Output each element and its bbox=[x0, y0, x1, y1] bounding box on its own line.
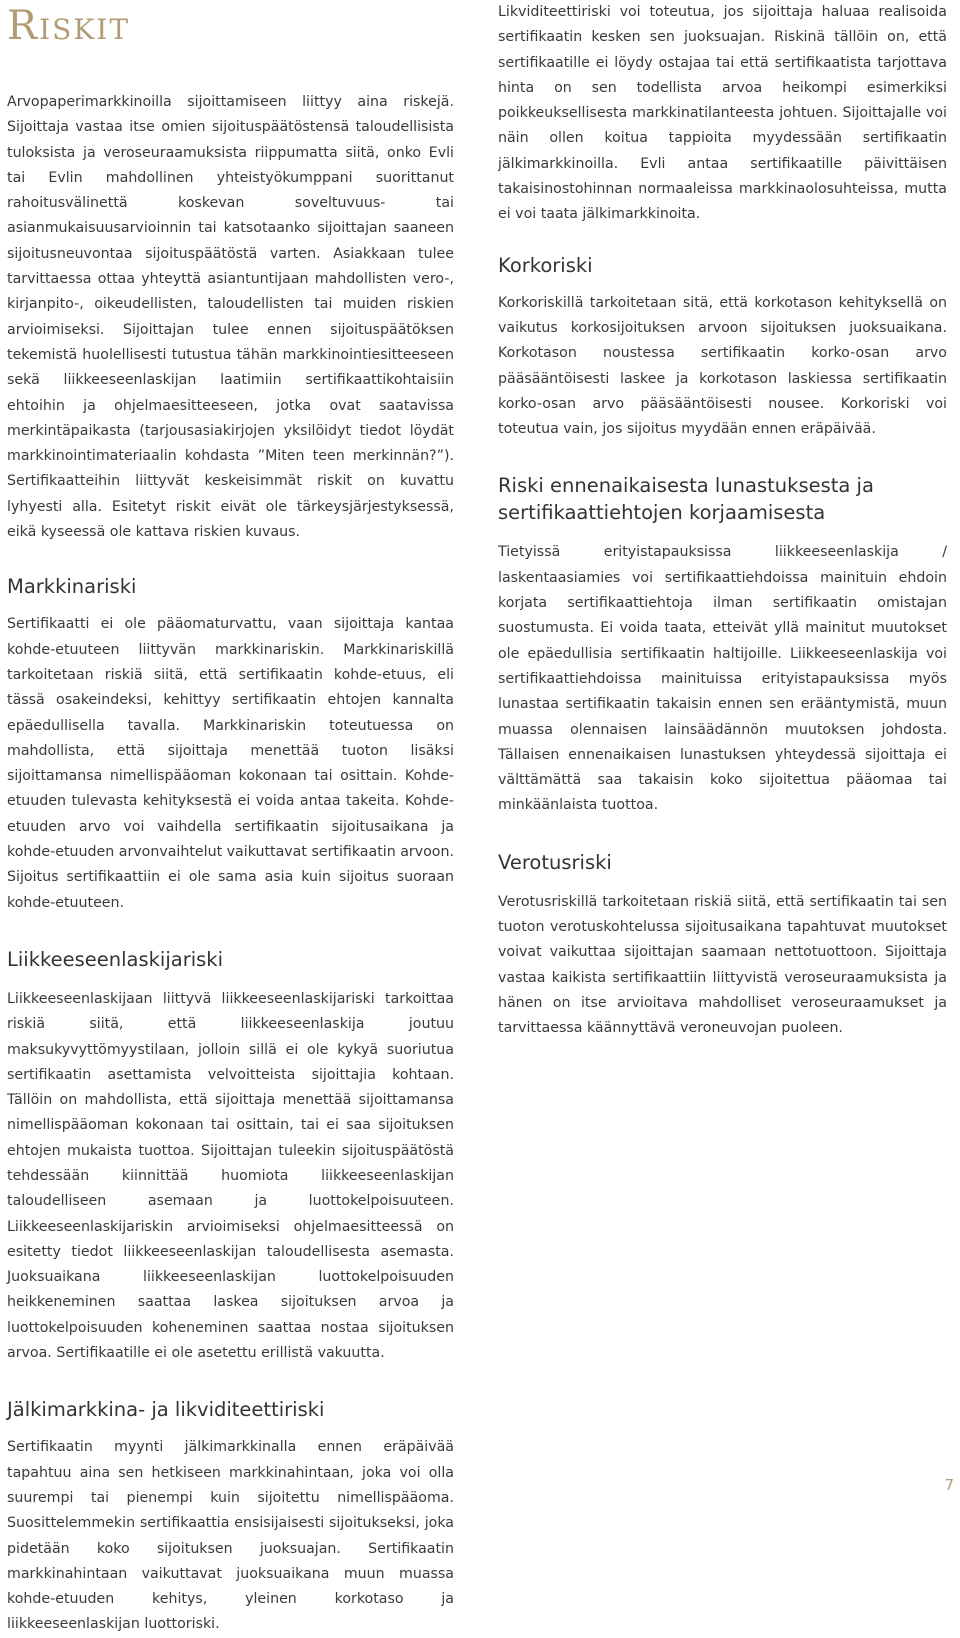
intro-paragraph: Arvopaperimarkkinoilla sijoittamiseen liittyy aina riskejä. Sijoittaja vastaa itse omien sijoituspäätöstensä taloudellisista tuloksista ja veroseuraamuksista riippumatta siitä, onko Evli tai Evlin mahdollinen yhteistyökumppani suorittanut rahoitusvälinettä koskevan soveltuvuus- tai asianmukaisuusarvioinnin tai katsotaanko sijoittajan saaneen sijoitusneuvontaa sijoituspäätöstä varten. Asiakkaan tulee tarvittaessa ottaa yhteyttä asiantuntijaan mahdollisten vero-, kirjanpito-, oikeudellisten, taloudellisten tai muiden riskien arvioimiseksi. Sijoittajan tulee ennen sijoituspäätöksen tekemistä huolellisesti tutustua tähän markkinointiesitteeseen sekä liikkeeseenlaskijan laatimiin sertifikaattikohtaisiin ehtoihin ja ohjelmaesitteeseen, jotka ovat saatavissa merkintäpaikasta (tarjousasiakirjojen yksilöidyt tiedot löydät markkinointimateriaalin kohdasta ”Miten teen merkinnän?”). Sertifikaatteihin liittyvät keskeisimmät riskit on kuvattu lyhyesti alla. Esitetyt riskit eivät ole tärkeysjärjestyksessä, eikä kyseessä ole kattava riskien kuvaus. bbox=[7, 94, 454, 541]
page-number: 7 bbox=[944, 1476, 954, 1494]
section-text-korkoriski: Korkoriskillä tarkoitetaan sitä, että korkotason kehityksellä on vaikutus korkosijoituksen arvoon sijoituksen juoksuaikana. Korkotason noustessa sertifikaatin korko-osan arvo pääsääntöisesti laskee ja korkotason laskiessa sertifikaatin korko-osan arvo pääsääntöisesti nousee. Korkoriski voi toteutua vain, jos sijoitus myydään ennen eräpäivää. bbox=[498, 294, 947, 438]
page-title: Riskit bbox=[7, 3, 131, 49]
section-heading-korkoriski: Korkoriski bbox=[498, 253, 593, 277]
section-text-liikkeeseenlaskijariski: Liikkeeseenlaskijaan liittyvä liikkeeseenlaskijariski tarkoittaa riskiä siitä, että liikkeeseenlaskija joutuu maksukyvyttömyystilaan, jolloin sillä ei ole kykyä suoriutua sertifikaatin asettamista velvoitteista sijoittajia kohtaan. Tällöin on mahdollista, että sijoittaja menettää sijoittamansa nimellispääoman kokonaan tai osittain, tai ei saa sijoituksen ehtojen mukaista tuottoa. Sijoittajan tuleekin sijoituspäätöstä tehdessään kiinnittää huomiota liikkeeseenlaskijan taloudelliseen asemaan ja luottokelpoisuuteen. Liikkeeseenlaskijariskin arvioimiseksi ohjelmaesitteessä on esitetty tiedot liikkeeseenlaskijan taloudellisesta asemasta. Juoksuaikana liikkeeseenlaskijan luottokelpoisuuden heikkeneminen saattaa laskea sijoituksen arvoa ja luottokelpoisuuden koheneminen saattaa nostaa sijoituksen arvoa. Sertifikaatille ei ole asetettu erillistä vakuutta. bbox=[7, 990, 454, 1362]
section-text-verotusriski: Verotusriskillä tarkoitetaan riskiä siitä, että sertifikaatin tai sen tuoton verotuskohtelussa sijoitusaikana tapahtuvat muutokset voivat vaikuttaa sijoittajan saamaan nettotuottoon. Sijoittaja vastaa kaikista sertifikaattiin liittyvistä veroseuraamuksista ja hänen on itse arvioitava mahdolliset veroseuraamukset ja tarvittaessa käännyttävä veroneuvojan puoleen. bbox=[498, 893, 947, 1037]
section-heading-verotusriski: Verotusriski bbox=[498, 850, 612, 874]
section-heading-ennenaikainen: Riski ennenaikaisesta lunastuksesta ja sertifikaattiehtojen korjaamisesta bbox=[498, 474, 874, 525]
section-text-jalkimarkkina: Sertifikaatin myynti jälkimarkkinalla ennen eräpäivää tapahtuu aina sen hetkiseen markkinahintaan, joka voi olla suurempi tai pienempi kuin sijoitettu nimellispääoma. Suosittelemmekin sertifikaattia ensisijaisesti sijoitukseksi, joka pidetään koko sijoituksen juoksuajan. Sertifikaatin markkinahintaan vaikuttavat juoksuaikana muun muassa kohde-etuuden kehitys, yleinen korkotaso ja liikkeeseenlaskijan luottoriski. bbox=[7, 1439, 454, 1633]
right-column bbox=[498, 4, 947, 1042]
section-text-ennenaikainen: Tietyissä erityistapauksissa liikkeeseenlaskija / laskentaasiamies voi sertifikaattiehdoissa mainituin ehdoin korjata sertifikaattiehtoja ilman sertifikaatin omistajan suostumusta. Ei voida taata, etteivät yllä mainitut muutokset ole epäedullisia sertifikaatin haltijoille. Liikkeeseenlaskija voi sertifikaattiehdoissa mainituissa erityistapauksissa myös lunastaa sertifikaatin takaisin ennen sen erääntymistä, muun muassa olennaisen lainsäädännön muutoksen johdosta. Tällaisen ennenaikaisen lunastuksen yhteydessä sijoittaja ei välttämättä saa takaisin koko sijoitettua pääomaa tai minkäänlaista tuottoa. bbox=[498, 544, 947, 814]
section-text-likviditeetti: Likviditeettiriski voi toteutua, jos sijoittaja haluaa realisoida sertifikaatin kesken sen juoksuajan. Riskinä tällöin on, että sertifikaatille ei löydy ostajaa tai että sertifikaatista tarjottava hinta on sen todellista arvoa heikompi esimerkiksi poikkeuksellisesta markkinatilanteesta johtuen. Sijoittajalle voi näin ollen koitua tappioita myydessään sertifikaatin jälkimarkkinoilla. Evli antaa sertifikaatille päivittäisen takaisinostohinnan normaaleissa markkinaolosuhteissa, mutta ei voi taata jälkimarkkinoita. bbox=[498, 4, 947, 223]
section-heading-markkinariski: Markkinariski bbox=[7, 575, 137, 599]
section-text-markkinariski: Sertifikaatti ei ole pääomaturvattu, vaan sijoittaja kantaa kohde-etuuteen liittyvän markkinariskin. Markkinariskillä tarkoitetaan riskiä siitä, että sertifikaatin kohde-etuus, eli tässä osakeindeksi, kehittyy sertifikaatin ehtojen kannalta epäedullisella tavalla. Markkinariskin toteutuessa on mahdollista, että sijoittaja menettää tuoton lisäksi sijoittamansa nimellispääoman kokonaan tai osittain. Kohde-etuuden tulevasta kehityksestä ei voida antaa takeita. Kohde-etuuden arvo voi vaihdella sertifikaatin sijoitusaikana ja kohde-etuuden arvonvaihtelut vaikuttavat sertifikaatin arvoon. Sijoitus sertifikaattiin ei ole sama asia kuin sijoitus suoraan kohde-etuuteen. bbox=[7, 616, 454, 911]
section-heading-jalkimarkkina: Jälkimarkkina- ja likviditeettiriski bbox=[7, 1398, 325, 1422]
left-column bbox=[7, 90, 454, 1638]
section-heading-liikkeeseenlaskijariski: Liikkeeseenlaskijariski bbox=[7, 947, 224, 971]
